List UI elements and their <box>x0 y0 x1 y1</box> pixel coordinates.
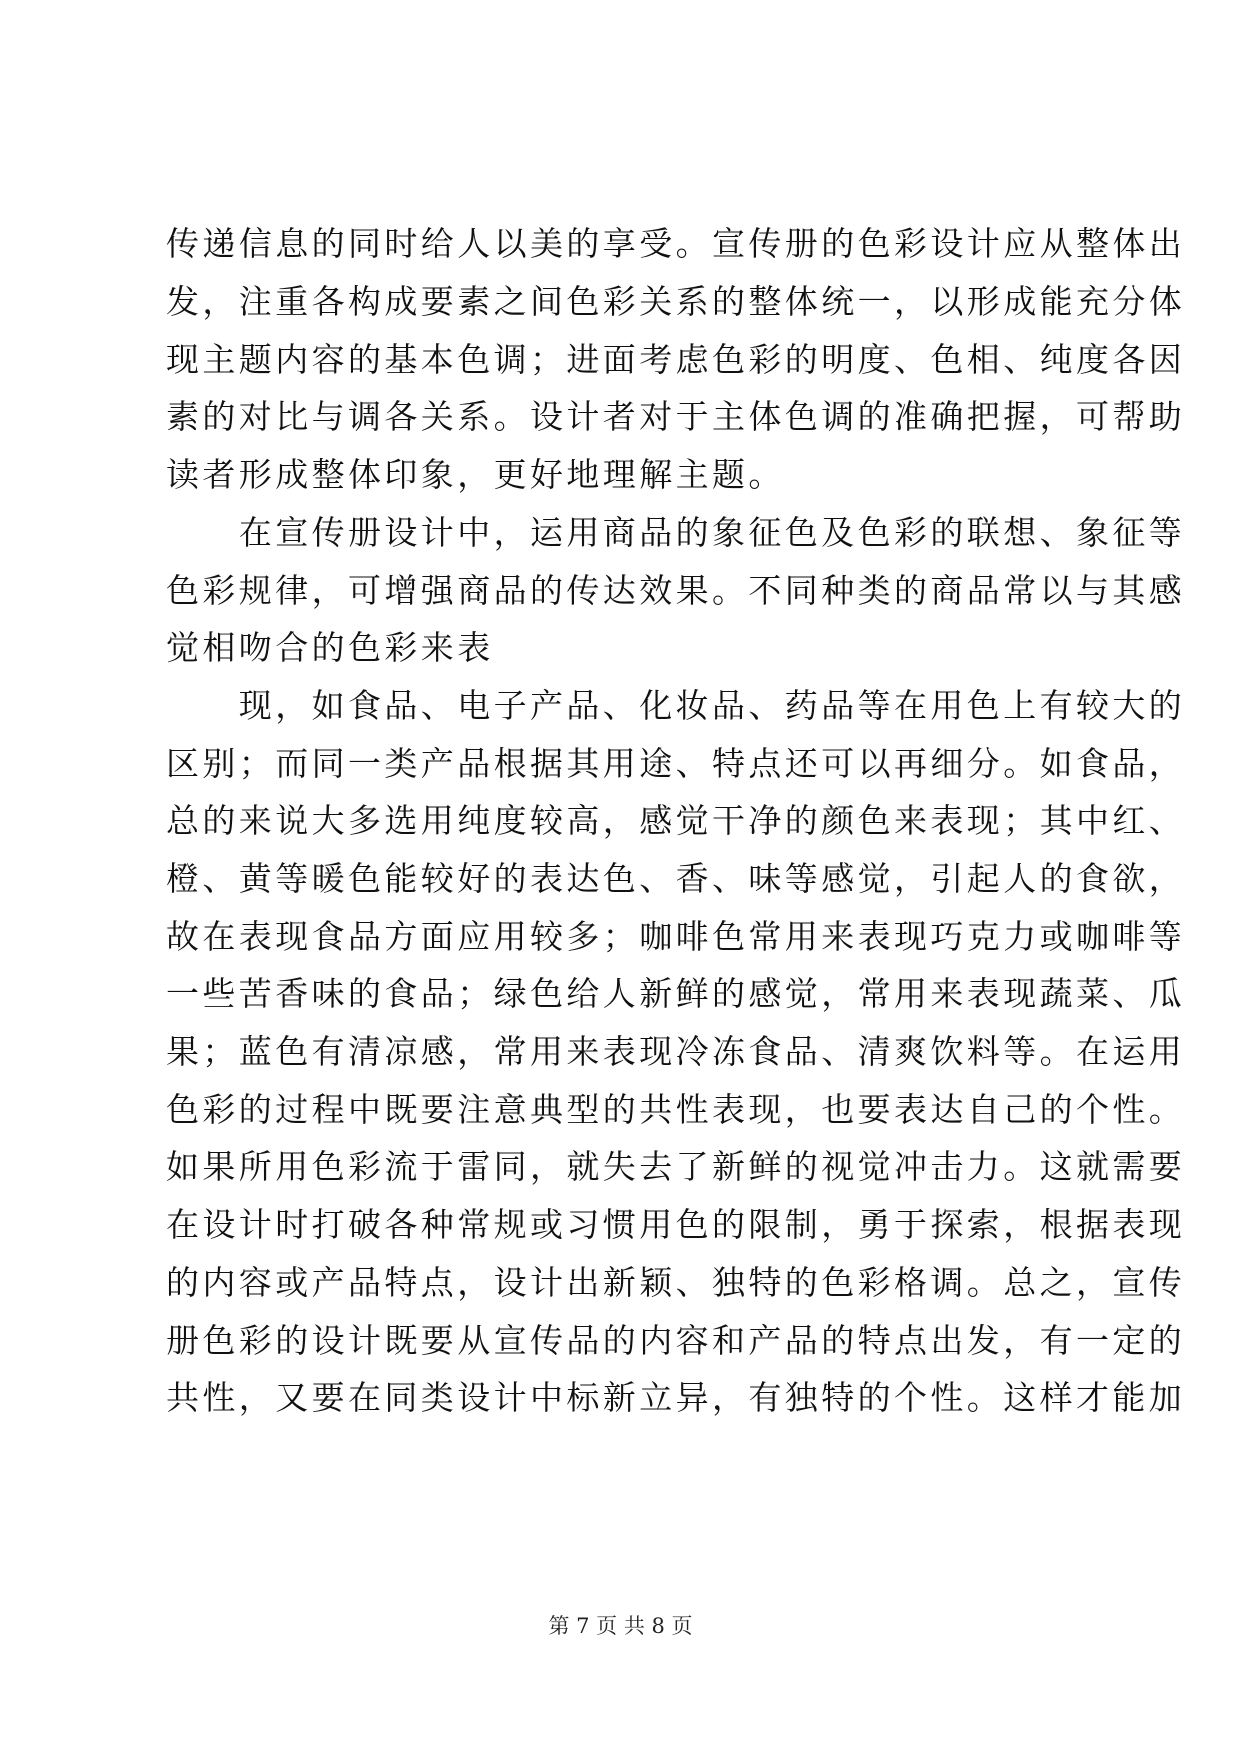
text-line: 现主题内容的基本色调；进面考虑色彩的明度、色相、纯度各因 <box>166 340 1186 379</box>
text-line: 橙、黄等暖色能较好的表达色、香、味等感觉，引起人的食欲， <box>166 859 1186 898</box>
text-line: 故在表现食品方面应用较多；咖啡色常用来表现巧克力或咖啡等 <box>166 917 1186 956</box>
text-line: 觉相吻合的色彩来表 <box>166 628 494 667</box>
page-number-footer: 第 7 页 共 8 页 <box>548 1614 693 1638</box>
text-line: 在设计时打破各种常规或习惯用色的限制，勇于探索，根据表现 <box>166 1205 1186 1244</box>
text-line: 区别；而同一类产品根据其用途、特点还可以再细分。如食品， <box>166 744 1186 783</box>
text-line: 册色彩的设计既要从宣传品的内容和产品的特点出发，有一定的 <box>166 1321 1186 1360</box>
text-line: 总的来说大多选用纯度较高，感觉干净的颜色来表现；其中红、 <box>166 801 1186 840</box>
text-line: 果；蓝色有清凉感，常用来表现冷冻食品、清爽饮料等。在运用 <box>166 1032 1186 1071</box>
text-line: 的内容或产品特点，设计出新颖、独特的色彩格调。总之，宣传 <box>166 1263 1186 1302</box>
text-line: 在宣传册设计中，运用商品的象征色及色彩的联想、象征等 <box>166 513 1186 552</box>
text-line: 传递信息的同时给人以美的享受。宣传册的色彩设计应从整体出 <box>166 224 1186 263</box>
text-line: 发，注重各构成要素之间色彩关系的整体统一，以形成能充分体 <box>166 282 1186 321</box>
text-line: 色彩的过程中既要注意典型的共性表现，也要表达自己的个性。 <box>166 1090 1186 1129</box>
text-line: 现，如食品、电子产品、化妆品、药品等在用色上有较大的 <box>166 686 1186 725</box>
text-line: 如果所用色彩流于雷同，就失去了新鲜的视觉冲击力。这就需要 <box>166 1147 1186 1186</box>
text-line: 一些苦香味的食品；绿色给人新鲜的感觉，常用来表现蔬菜、瓜 <box>166 974 1186 1013</box>
text-line: 共性，又要在同类设计中标新立异，有独特的个性。这样才能加 <box>166 1378 1186 1417</box>
text-line: 素的对比与调各关系。设计者对于主体色调的准确把握，可帮助 <box>166 397 1186 436</box>
text-line: 色彩规律，可增强商品的传达效果。不同种类的商品常以与其感 <box>166 571 1186 610</box>
text-line: 读者形成整体印象，更好地理解主题。 <box>166 455 785 494</box>
